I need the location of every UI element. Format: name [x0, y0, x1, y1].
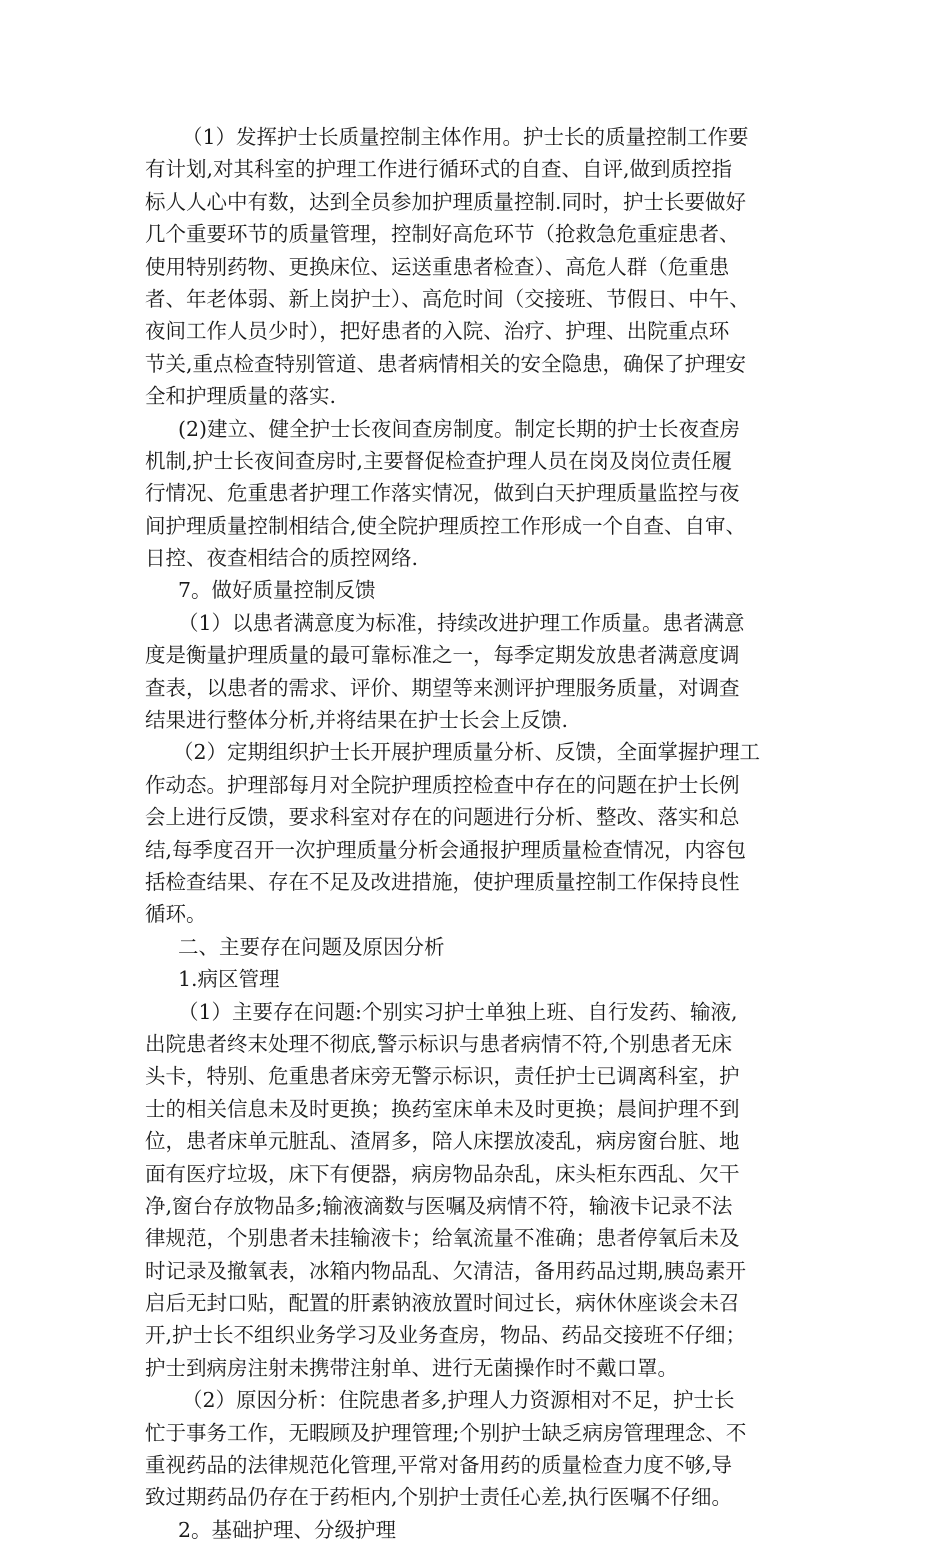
text-line: 开,护士长不组织业务学习及业务查房，物品、药品交接班不仔细；	[145, 1323, 747, 1348]
text-line: 位，患者床单元脏乱、渣屑多，陪人床摆放凌乱，病房窗台脏、地	[145, 1129, 740, 1154]
text-line: 节关,重点检查特别管道、患者病情相关的安全隐患，确保了护理安	[145, 351, 747, 376]
text-line: 时记录及撤氧表，冰箱内物品乱、欠清洁，备用药品过期,胰岛素开	[145, 1258, 747, 1283]
text-line: （1）主要存在问题:个别实习护士单独上班、自行发药、输液,	[178, 999, 738, 1024]
text-line: 者、年老体弱、新上岗护士）、高危时间（交接班、节假日、中午、	[145, 286, 750, 311]
text-line: 几个重要环节的质量管理，控制好高危环节（抢救急危重症患者、	[145, 222, 740, 247]
text-line: 士的相关信息未及时更换；换药室床单未及时更换；晨间护理不到	[145, 1096, 740, 1121]
text-line: 查表，以患者的需求、评价、期望等来测评护理服务质量，对调查	[145, 675, 740, 700]
text-line: 重视药品的法律规范化管理,平常对备用药的质量检查力度不够,导	[145, 1453, 733, 1478]
text-line: 致过期药品仍存在于药柜内,个别护士责任心差,执行医嘱不仔细。	[145, 1485, 733, 1510]
text-line: 结,每季度召开一次护理质量分析会通报护理质量检查情况，内容包	[145, 837, 747, 862]
text-line: 循环。	[145, 902, 207, 927]
text-line: 出院患者终末处理不彻底,警示标识与患者病情不符,个别患者无床	[145, 1031, 733, 1056]
text-line: 忙于事务工作，无暇顾及护理管理;个别护士缺乏病房管理理念、不	[145, 1420, 747, 1445]
text-line: 二、主要存在问题及原因分析	[178, 934, 445, 959]
text-line: （1）以患者满意度为标准，持续改进护理工作质量。患者满意	[178, 610, 745, 635]
text-line: （2）定期组织护士长开展护理质量分析、反馈，全面掌握护理工	[173, 740, 761, 765]
text-line: 1.病区管理	[178, 967, 280, 992]
text-line: 结果进行整体分析,并将结果在护士长会上反馈.	[145, 708, 569, 733]
text-line: 全和护理质量的落实.	[145, 384, 337, 409]
text-line: 净,窗台存放物品多;输液滴数与医嘱及病情不符，输液卡记录不法	[145, 1193, 733, 1218]
text-line: 间护理质量控制相结合,使全院护理质控工作形成一个自查、自审、	[145, 513, 747, 538]
text-line: 有计划,对其科室的护理工作进行循环式的自查、自评,做到质控指	[145, 157, 733, 182]
text-line: （1）发挥护士长质量控制主体作用。护士长的质量控制工作要	[182, 125, 749, 149]
document-body	[145, 121, 805, 1546]
text-line: 括检查结果、存在不足及改进措施，使护理质量控制工作保持良性	[145, 869, 740, 894]
text-line: 护士到病房注射未携带注射单、进行无菌操作时不戴口罩。	[145, 1355, 678, 1380]
text-line: 律规范，个别患者未挂输液卡；给氧流量不准确；患者停氧后未及	[145, 1226, 740, 1251]
text-line: 标人人心中有数，达到全员参加护理质量控制.同时，护士长要做好	[145, 189, 747, 214]
text-line: 头卡，特别、危重患者床旁无警示标识，责任护士已调离科室，护	[145, 1064, 740, 1089]
text-line: （2）原因分析：住院患者多,护理人力资源相对不足，护士长	[182, 1388, 735, 1413]
text-line: 行情况、危重患者护理工作落实情况，做到白天护理质量监控与夜	[145, 481, 740, 506]
text-line: 使用特别药物、更换床位、运送重患者检查）、高危人群（危重患	[145, 254, 730, 279]
text-line: 夜间工作人员少时），把好患者的入院、治疗、护理、出院重点环	[145, 319, 730, 344]
text-line: 7。做好质量控制反馈	[178, 578, 376, 603]
text-line: 度是衡量护理质量的最可靠标准之一，每季定期发放患者满意度调	[145, 643, 740, 668]
text-line: 日控、夜查相结合的质控网络.	[145, 546, 419, 571]
text-line: 启后无封口贴，配置的肝素钠液放置时间过长，病休休座谈会未召	[145, 1291, 740, 1316]
text-line: 会上进行反馈，要求科室对存在的问题进行分析、整改、落实和总	[145, 805, 740, 830]
text-line: 机制,护士长夜间查房时,主要督促检查护理人员在岗及岗位责任履	[145, 448, 733, 473]
text-line: (2)建立、健全护士长夜间查房制度。制定长期的护士长夜查房	[178, 416, 741, 441]
text-line: 2。基础护理、分级护理	[178, 1517, 397, 1542]
text-line: 作动态。护理部每月对全院护理质控检查中存在的问题在护士长例	[145, 772, 740, 797]
text-line: 面有医疗垃圾，床下有便器，病房物品杂乱，床头柜东西乱、欠干	[145, 1161, 740, 1186]
